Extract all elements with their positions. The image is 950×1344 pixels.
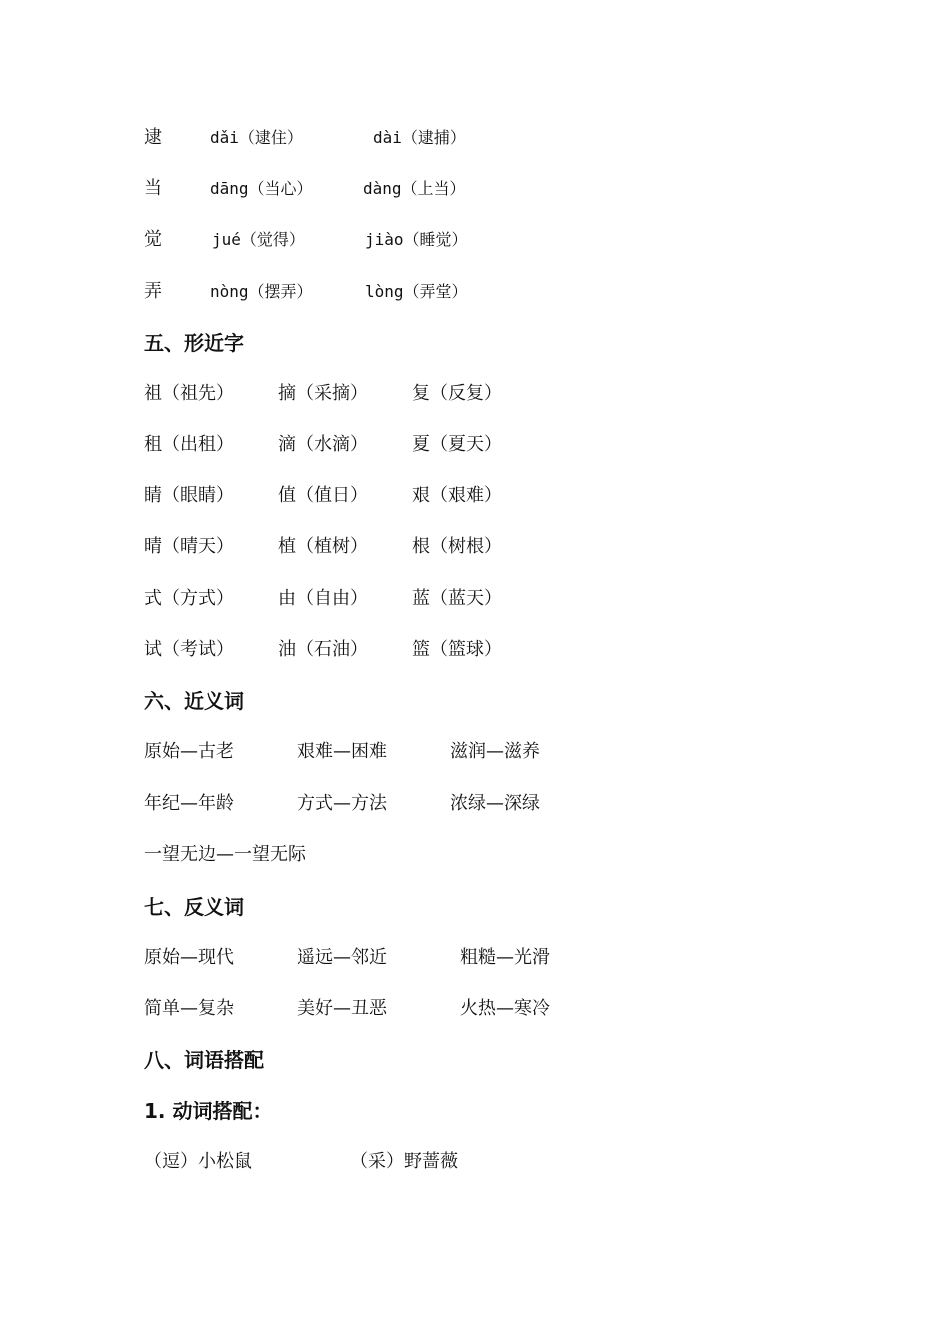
similar-char-item: 由（自由）	[278, 588, 368, 609]
synonym-item: 浓绿—深绿	[450, 793, 540, 814]
similar-char-item: 篮（篮球）	[412, 639, 502, 660]
antonym-item: 遥远—邻近	[297, 947, 387, 968]
reading-2: dàng（上当）	[363, 179, 466, 198]
synonym-item: 滋润—滋养	[450, 741, 540, 762]
similar-char-item: 植（植树）	[278, 536, 368, 557]
reading-1: dāng（当心）	[210, 179, 313, 198]
similar-char-item: 滴（水滴）	[278, 434, 368, 455]
synonym-item: 原始—古老	[144, 741, 234, 762]
section-heading-antonyms: 七、反义词	[144, 895, 244, 919]
similar-char-item: 艰（艰难）	[412, 485, 502, 506]
collocation-item: （逗）小松鼠	[144, 1151, 252, 1172]
reading-1: dǎi（逮住）	[210, 128, 303, 147]
similar-char-item: 租（出租）	[144, 434, 234, 455]
antonym-item: 美好—丑恶	[297, 998, 387, 1019]
antonym-item: 粗糙—光滑	[460, 947, 550, 968]
polyphonic-char: 当	[144, 178, 162, 199]
synonym-item: 艰难—困难	[297, 741, 387, 762]
similar-char-item: 摘（采摘）	[278, 383, 368, 404]
polyphonic-char: 弄	[144, 281, 162, 302]
subsection-heading-verb-collocations: 1. 动词搭配：	[144, 1099, 273, 1123]
collocation-item: （采）野蔷薇	[350, 1151, 458, 1172]
antonym-item: 原始—现代	[144, 947, 234, 968]
similar-char-item: 式（方式）	[144, 588, 234, 609]
reading-2: dài（逮捕）	[373, 128, 466, 147]
reading-1: nòng（摆弄）	[210, 282, 313, 301]
synonym-item: 方式—方法	[297, 793, 387, 814]
reading-2: jiào（睡觉）	[365, 230, 468, 249]
similar-char-item: 油（石油）	[278, 639, 368, 660]
similar-char-item: 试（考试）	[144, 639, 234, 660]
section-heading-collocations: 八、词语搭配	[144, 1048, 264, 1072]
similar-char-item: 夏（夏天）	[412, 434, 502, 455]
similar-char-item: 睛（眼睛）	[144, 485, 234, 506]
similar-char-item: 值（值日）	[278, 485, 368, 506]
polyphonic-char: 逮	[144, 127, 162, 148]
synonym-item: 一望无边—一望无际	[144, 844, 306, 865]
similar-char-item: 祖（祖先）	[144, 383, 234, 404]
similar-char-item: 晴（晴天）	[144, 536, 234, 557]
similar-char-item: 根（树根）	[412, 536, 502, 557]
polyphonic-char: 觉	[144, 229, 162, 250]
antonym-item: 简单—复杂	[144, 998, 234, 1019]
similar-char-item: 蓝（蓝天）	[412, 588, 502, 609]
antonym-item: 火热—寒冷	[460, 998, 550, 1019]
section-heading-synonyms: 六、近义词	[144, 689, 244, 713]
section-heading-similar-chars: 五、形近字	[144, 331, 244, 355]
reading-2: lòng（弄堂）	[365, 282, 468, 301]
synonym-item: 年纪—年龄	[144, 793, 234, 814]
reading-1: jué（觉得）	[212, 230, 305, 249]
similar-char-item: 复（反复）	[412, 383, 502, 404]
